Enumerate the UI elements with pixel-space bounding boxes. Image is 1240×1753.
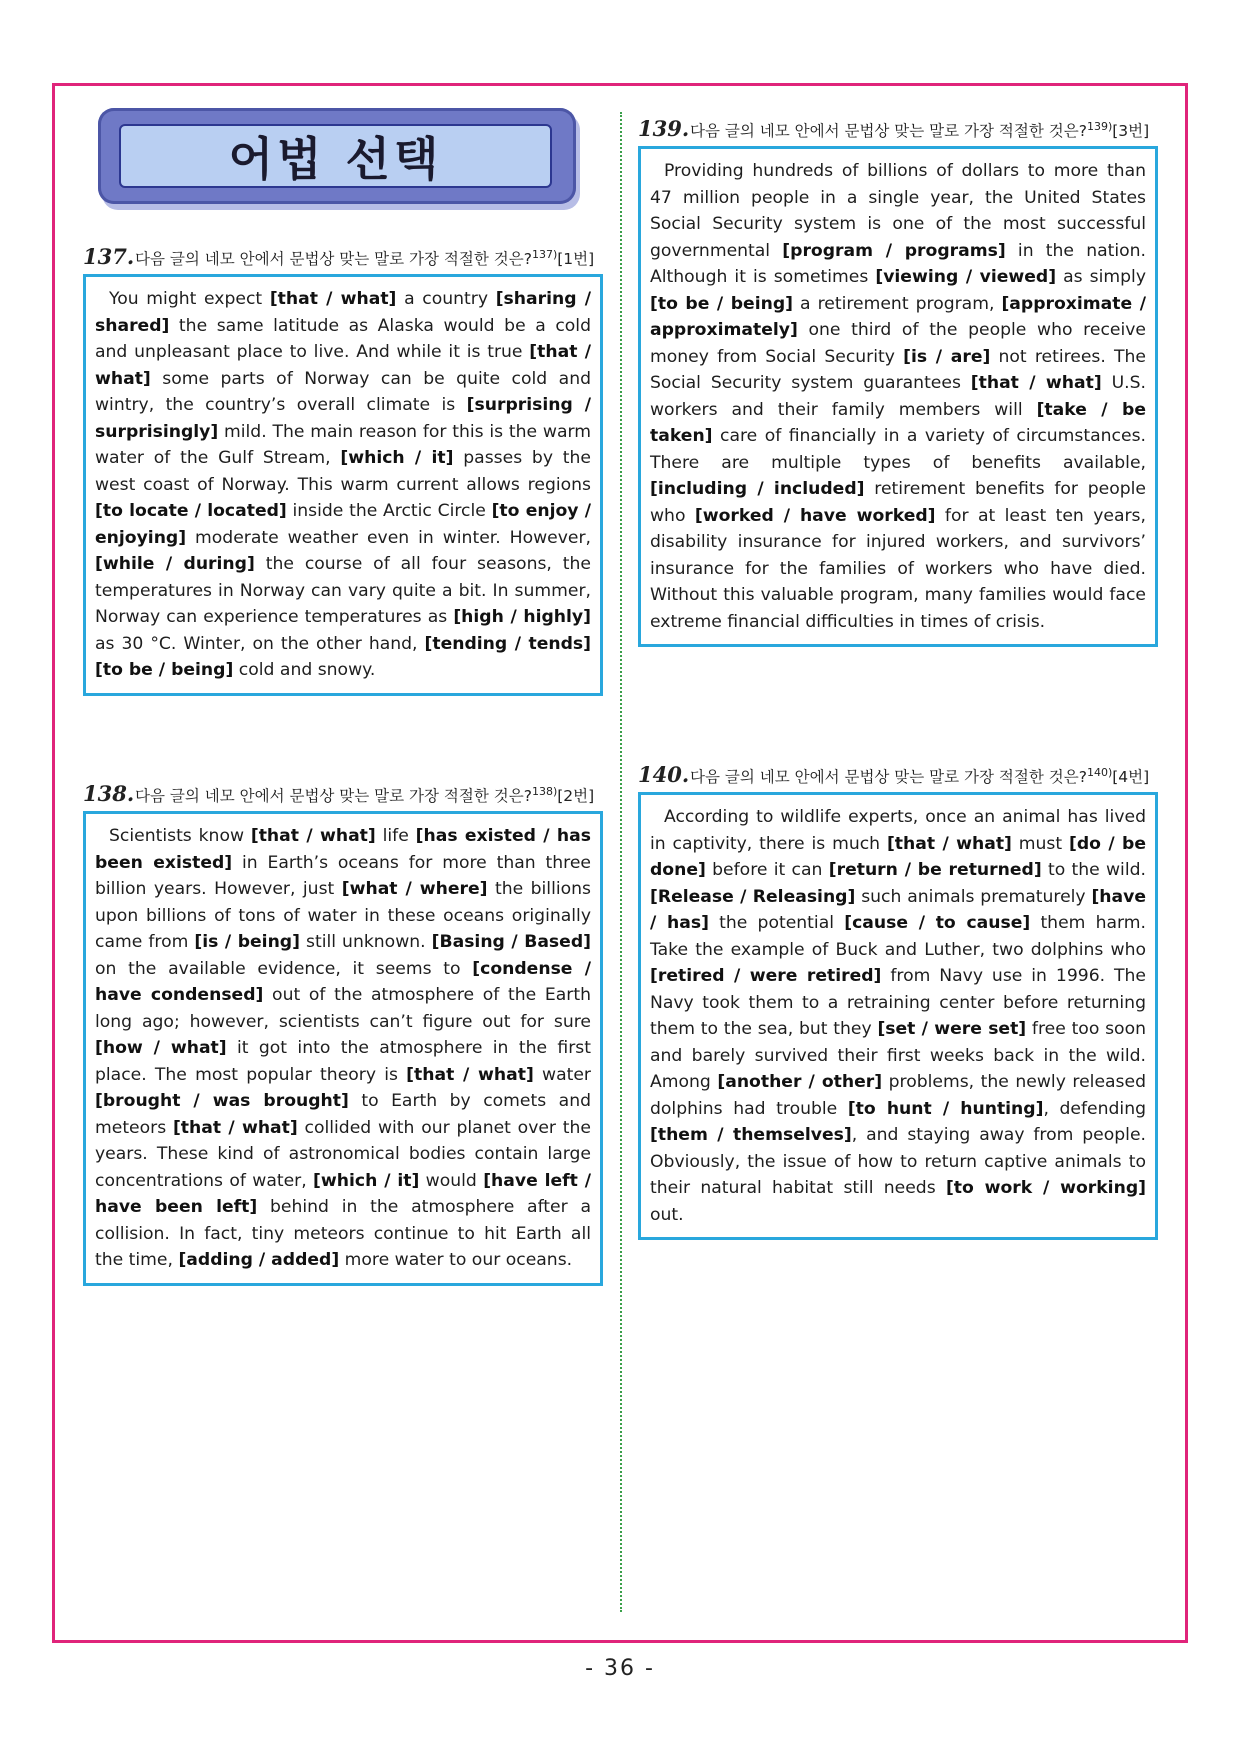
grammar-choice: [high / highly] xyxy=(453,607,591,628)
grammar-choice: [viewing / viewed] xyxy=(875,267,1057,288)
passage-text: According to wildlife experts, once an animal has lived in captivity, there is much xyxy=(650,807,1146,854)
passage-text: the course of all four seasons, the temperatures in Norway can vary quite a bit. In summer, Norway can experience temperatures as xyxy=(95,554,591,628)
page-number: - 36 - xyxy=(585,1656,655,1681)
grammar-choice: [that / what] xyxy=(172,1117,298,1138)
grammar-choice: [Basing / Based] xyxy=(431,932,591,953)
grammar-choice: [to hunt / hunting] xyxy=(847,1098,1044,1119)
passage-box xyxy=(638,792,1158,1240)
passage-text: passes by the west coast of Norway. This warm current allows regions xyxy=(95,448,591,495)
grammar-choice: [retired / were retired] xyxy=(650,966,882,987)
passage-text: behind in the atmosphere after a collision. In fact, tiny meteors continue to hit Earth all the time, xyxy=(95,1197,591,1271)
passage-text: them harm. Take the example of Buck and Luther, two dolphins who xyxy=(650,913,1146,960)
passage-text: in the nation. Although it is sometimes xyxy=(650,240,1147,288)
passage-text: out. xyxy=(650,1204,684,1225)
grammar-choice: [that / what] xyxy=(250,826,376,847)
passage-text: You might expect xyxy=(109,289,270,310)
section-title-banner xyxy=(98,108,576,204)
passage-text: , defending xyxy=(1043,1098,1146,1119)
grammar-choice: [have left / have been left] xyxy=(95,1170,591,1218)
passage-text: free too soon and barely survived their first weeks back in the wild. Among xyxy=(650,1019,1146,1093)
grammar-choice: [which / it] xyxy=(340,448,454,469)
passage-box xyxy=(83,811,603,1286)
grammar-choice: [that / what] xyxy=(406,1064,534,1085)
grammar-choice: [tending / tends] xyxy=(424,633,591,654)
question-number: 139. xyxy=(638,116,690,142)
passage-text: U.S. workers and their family members will xyxy=(650,373,1146,420)
question-number: 138. xyxy=(83,781,135,807)
question-number: 140. xyxy=(638,762,690,788)
grammar-choice: [them / themselves] xyxy=(650,1125,852,1146)
question-ref: 138) xyxy=(531,785,558,798)
passage-text: some parts of Norway can be quite cold and wintry, the country’s overall climate is xyxy=(95,368,591,416)
passage-text: mild. The main reason for this is the warm water of the Gulf Stream, xyxy=(95,421,591,469)
grammar-choice: [brought / was brought] xyxy=(95,1091,349,1112)
question-number: 137. xyxy=(83,244,135,270)
question-prompt: 다음 글의 네모 안에서 문법상 맞는 말로 가장 적절한 것은? xyxy=(690,122,1087,141)
passage-text: life xyxy=(375,826,416,847)
passage-text: one third of the people who receive money from Social Security xyxy=(650,320,1146,367)
grammar-choice: [have / has] xyxy=(650,886,1146,934)
passage-text: retirement benefits for people who xyxy=(650,479,1146,526)
passage-text: the potential xyxy=(708,913,845,934)
grammar-choice: [set / were set] xyxy=(877,1019,1027,1040)
grammar-choice: [that / what] xyxy=(269,289,397,310)
passage-text: as simply xyxy=(1056,267,1146,288)
grammar-choice: [that / what] xyxy=(95,342,592,389)
grammar-choice: [sharing / shared] xyxy=(95,289,592,336)
passage-text: out of the atmosphere of the Earth long ago; however, scientists can’t figure out for sure xyxy=(95,985,592,1032)
grammar-choice: [which / it] xyxy=(313,1170,420,1191)
question-header xyxy=(83,781,603,807)
passage-text: from Navy use in 1996. The Navy took them to a retraining center before returning them to the sea, but they xyxy=(650,966,1146,1040)
passage-text: water xyxy=(533,1064,591,1085)
question-ref: 139) xyxy=(1086,120,1113,133)
grammar-choice: [what / where] xyxy=(341,879,488,900)
column-divider xyxy=(620,112,622,1612)
question-138 xyxy=(83,781,603,1286)
passage-text: , and staying away from people. Obviously, the issue of how to return captive animals to their natural habitat still needs xyxy=(650,1125,1146,1199)
grammar-choice: [take / be taken] xyxy=(650,399,1146,447)
grammar-choice: [another / other] xyxy=(717,1072,883,1093)
grammar-choice: [to locate / located] xyxy=(95,501,287,522)
grammar-choice: [adding / added] xyxy=(178,1250,340,1271)
passage-text: as 30 °C. Winter, on the other hand, xyxy=(95,633,425,654)
grammar-choice: [to enjoy / enjoying] xyxy=(95,501,592,548)
passage-text: a country xyxy=(396,289,496,310)
grammar-choice: [to work / working] xyxy=(945,1178,1146,1199)
passage-text: such animals prematurely xyxy=(855,886,1092,907)
grammar-choice: [that / what] xyxy=(970,373,1102,394)
passage-text: before it can xyxy=(705,860,829,881)
grammar-choice: [program / programs] xyxy=(782,240,1006,261)
grammar-choice: [is / are] xyxy=(903,346,991,367)
grammar-choice: [cause / to cause] xyxy=(844,913,1031,934)
question-points: [3번] xyxy=(1112,122,1150,141)
grammar-choice: [worked / have worked] xyxy=(694,505,936,526)
passage-text: a retirement program, xyxy=(793,293,1002,314)
passage-text: problems, the newly released dolphins had trouble xyxy=(650,1072,1146,1119)
passage-text: on the available evidence, it seems to xyxy=(95,958,473,979)
question-points: [2번] xyxy=(557,787,595,806)
passage-text: in Earth’s oceans for more than three billion years. However, just xyxy=(95,852,591,900)
question-139 xyxy=(638,116,1158,647)
passage-text: cold and snowy. xyxy=(233,660,376,681)
grammar-choice: [has existed / has been existed] xyxy=(95,826,591,873)
passage-text: would xyxy=(419,1170,484,1191)
question-prompt: 다음 글의 네모 안에서 문법상 맞는 말로 가장 적절한 것은? xyxy=(135,787,532,806)
passage-text: still unknown. xyxy=(299,932,432,953)
passage-text: Providing hundreds of billions of dollars to more than 47 million people in a single year, the United States Social Security system is one of the most successful governmental xyxy=(650,161,1146,261)
section-title: 어법 선택 xyxy=(228,132,443,186)
passage-text: to Earth by comets and meteors xyxy=(95,1091,591,1138)
grammar-choice: [including / included] xyxy=(650,479,865,500)
grammar-choice: [while / during] xyxy=(95,554,255,575)
passage-text: collided with our planet over the years. These kind of astronomical bodies contain large concentrations of water, xyxy=(95,1117,591,1191)
question-header xyxy=(83,244,603,270)
grammar-choice: [approximate / approximately] xyxy=(650,293,1146,341)
passage-text: for at least ten years, disability insurance for injured workers, and survivors’ insurance for the families of workers who have died. Without this valuable program, many families would face extreme financial difficulties in times of crisis. xyxy=(650,505,1146,632)
question-points: [4번] xyxy=(1112,768,1150,787)
passage-text: to the wild. xyxy=(1041,860,1146,881)
question-prompt: 다음 글의 네모 안에서 문법상 맞는 말로 가장 적절한 것은? xyxy=(135,250,532,269)
grammar-choice: [Release / Releasing] xyxy=(650,886,856,907)
grammar-choice: [do / be done] xyxy=(650,833,1146,881)
passage-box xyxy=(83,274,603,696)
question-header xyxy=(638,116,1158,142)
passage-box xyxy=(638,146,1158,647)
question-140 xyxy=(638,762,1158,1240)
grammar-choice: [surprising / surprisingly] xyxy=(95,395,591,442)
grammar-choice: [how / what] xyxy=(95,1038,227,1059)
question-137 xyxy=(83,244,603,696)
grammar-choice: [condense / have condensed] xyxy=(95,958,591,1006)
passage-text: more water to our oceans. xyxy=(339,1250,573,1271)
question-ref: 137) xyxy=(531,248,558,261)
question-ref: 140) xyxy=(1086,766,1113,779)
passage-text: care of financially in a variety of circumstances. There are multiple types of benefits available, xyxy=(650,426,1146,473)
passage-text: it got into the atmosphere in the first place. The most popular theory is xyxy=(95,1038,591,1085)
question-points: [1번] xyxy=(557,250,595,269)
grammar-choice: [return / be returned] xyxy=(828,860,1042,881)
passage-text: must xyxy=(1011,833,1069,854)
passage-text: moderate weather even in winter. However, xyxy=(186,527,591,548)
grammar-choice: [to be / being] xyxy=(95,660,234,681)
grammar-choice: [that / what] xyxy=(886,833,1012,854)
passage-text: the billions upon billions of tons of water in these oceans originally came from xyxy=(95,879,591,953)
passage-text: inside the Arctic Circle xyxy=(286,501,492,522)
grammar-choice: [to be / being] xyxy=(650,293,793,314)
passage-text: Scientists know xyxy=(109,826,251,847)
question-header xyxy=(638,762,1158,788)
passage-text: not retirees. The Social Security system guarantees xyxy=(650,346,1146,394)
passage-text: the same latitude as Alaska would be a cold and unpleasant place to live. And while it is true xyxy=(95,315,591,363)
section-title-inner xyxy=(119,124,552,188)
question-prompt: 다음 글의 네모 안에서 문법상 맞는 말로 가장 적절한 것은? xyxy=(690,768,1087,787)
grammar-choice: [is / being] xyxy=(194,932,300,953)
